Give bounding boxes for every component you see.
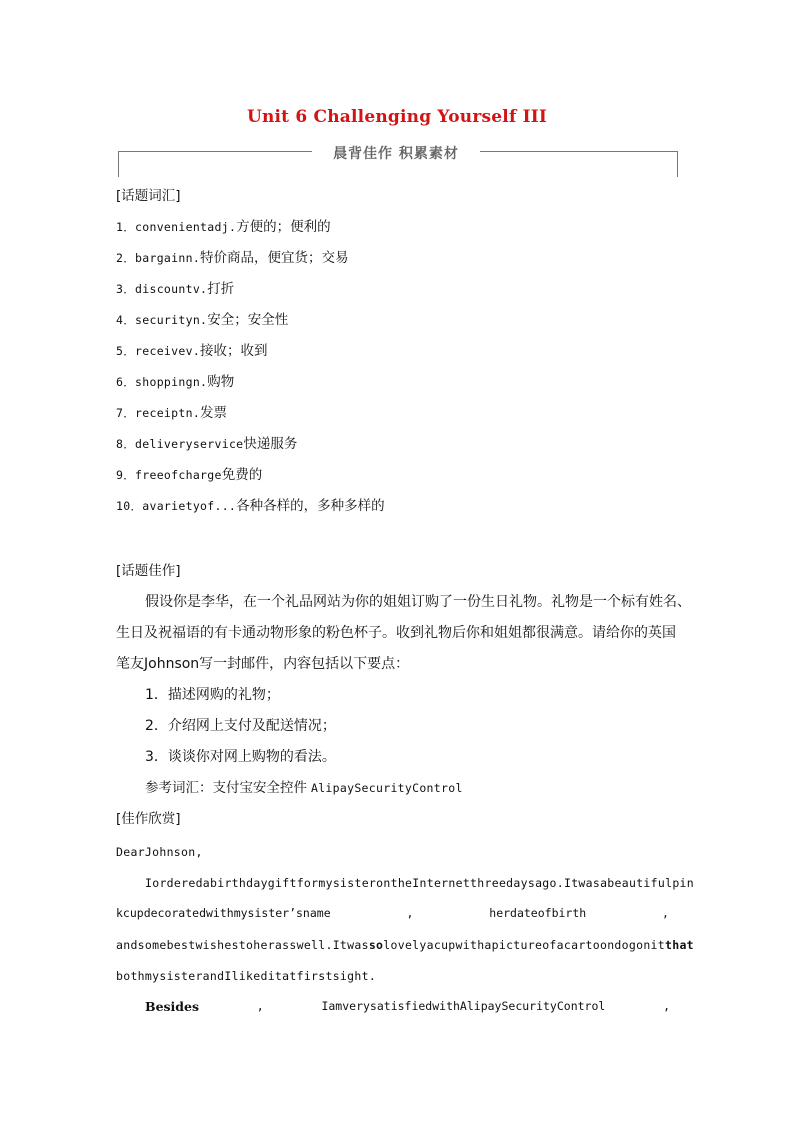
task-line: 假设你是李华，在一个礼品网站为你的姐姐订购了一份生日礼物。礼物是一个标有姓名、 (145, 594, 691, 610)
task-line: 生日及祝福语的有卡通动物形象的粉色杯子。收到礼物后你和姐姐都很满意。请给你的英国 (116, 625, 676, 641)
task-point: 3．谈谈你对网上购物的看法。 (145, 749, 336, 765)
vocab-cn: 购物 (207, 374, 235, 390)
essay-text: IamverysatisfiedwithAlipaySecurityControl (321, 999, 606, 1013)
vocab-en: receiptn. (135, 406, 201, 420)
section-banner (118, 143, 678, 177)
vocab-en: receivev. (135, 344, 201, 358)
vocab-cn: 打折 (207, 281, 235, 297)
vocab-num: 6． (116, 375, 136, 389)
reference-vocab (145, 780, 463, 796)
vocab-item (116, 467, 262, 483)
vocab-cn: 方便的；便利的 (236, 219, 331, 235)
vocab-num: 10． (116, 499, 143, 513)
essay-line (116, 937, 694, 953)
essay-text: , (662, 906, 669, 920)
vocab-item (116, 250, 349, 266)
vocab-cn: 快递服务 (243, 436, 298, 452)
vocab-cn: 特价商品，便宜货；交易 (200, 250, 349, 266)
vocab-item (116, 436, 297, 452)
task-point: 1．描述网购的礼物； (145, 687, 280, 703)
letter-greeting: DearJohnson, (116, 845, 203, 859)
vocab-num: 2． (116, 251, 136, 265)
vocab-num: 1． (116, 220, 136, 234)
vocab-num: 4． (116, 313, 136, 327)
vocab-cn: 接收；收到 (200, 343, 268, 359)
essay-text: , (406, 906, 414, 920)
vocab-en: convenientadj. (135, 220, 237, 234)
vocab-item (116, 405, 227, 421)
vocab-en: deliveryservice (135, 437, 244, 451)
essay-line: IorderedabirthdaygiftformysisterontheInternetthreedaysago.Itwasabeautifulpin (145, 876, 694, 890)
essay-text: , (663, 999, 670, 1013)
essay-line (145, 999, 670, 1014)
task-line: 笔友Johnson写一封邮件，内容包括以下要点： (116, 656, 410, 672)
banner-label: 晨背佳作 积累素材 (333, 146, 459, 162)
vocab-num: 9． (116, 468, 136, 482)
essay-line: bothmysisterandIlikeditatfirstsight. (116, 969, 377, 983)
banner-right-tick (677, 151, 678, 177)
essay-text: kcupdecoratedwithmysister’sname (116, 906, 331, 920)
vocab-en: securityn. (135, 313, 208, 327)
vocab-cn: 免费的 (221, 467, 263, 483)
essay-text: lovelyacupwithapictureofacartoondogonit (383, 938, 666, 952)
vocab-num: 5． (116, 344, 136, 358)
essay-bold-text: Besides (145, 999, 200, 1014)
essay-text: herdateofbirth (489, 906, 587, 920)
vocab-heading: [话题词汇] (116, 188, 181, 204)
vocab-num: 7． (116, 406, 136, 420)
vocab-cn: 安全；安全性 (207, 312, 289, 328)
vocab-item (116, 281, 234, 297)
vocab-item (116, 312, 288, 328)
vocab-en: avarietyof... (142, 499, 237, 513)
vocab-item (116, 219, 331, 235)
essay-bold-text: so (368, 938, 384, 952)
vocab-en: shoppingn. (135, 375, 208, 389)
vocab-cn: 发票 (200, 405, 228, 421)
vocab-num: 8． (116, 437, 136, 451)
reference-term: AlipaySecurityControl (310, 781, 463, 795)
banner-right-rule (480, 151, 678, 152)
task-point: 2．介绍网上支付及配送情况； (145, 718, 336, 734)
banner-left-rule (118, 151, 312, 152)
appreciation-heading: [佳作欣赏] (116, 811, 181, 827)
essay-text: , (256, 999, 264, 1013)
page-title: Unit 6 Challenging Yourself III (246, 107, 548, 127)
vocab-en: bargainn. (135, 251, 201, 265)
vocab-cn: 各种各样的，多种多样的 (236, 498, 385, 514)
task-heading: [话题佳作] (116, 563, 181, 579)
vocab-item (116, 374, 234, 390)
vocab-en: discountv. (135, 282, 208, 296)
vocab-en: freeofcharge (135, 468, 222, 482)
banner-left-tick (118, 151, 119, 177)
vocab-num: 3． (116, 282, 136, 296)
reference-label: 参考词汇：支付宝安全控件 (145, 780, 307, 796)
vocab-item (116, 498, 385, 514)
vocab-item (116, 343, 268, 359)
essay-bold-text: that (665, 938, 694, 952)
essay-line (116, 906, 669, 920)
essay-text: andsomebestwishestoherasswell.Itwas (116, 938, 369, 952)
